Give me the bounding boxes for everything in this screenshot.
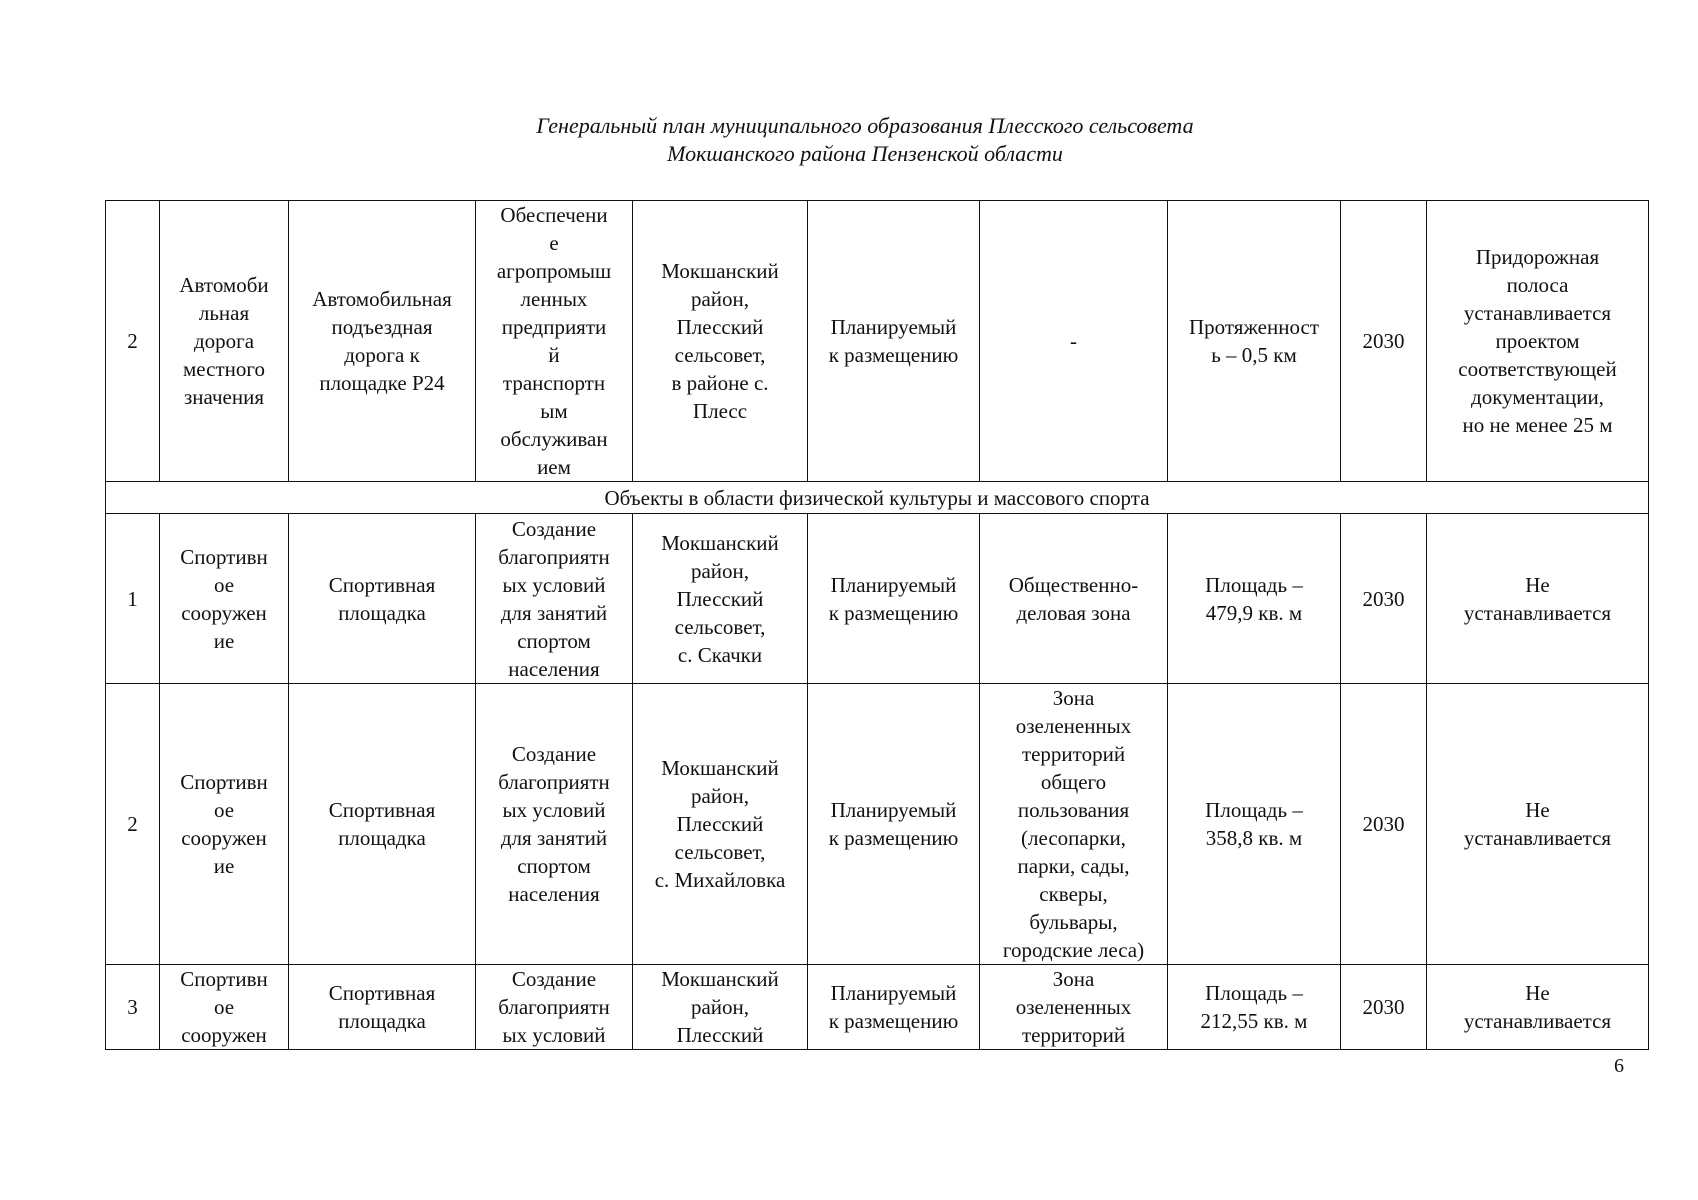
cell-protection-zone: Придорожная полоса устанавливается проектом соответствующей документации, но не менее 25 м — [1427, 201, 1649, 482]
cell-object-type: Автомоби льная дорога местного значения — [160, 201, 289, 482]
cell-characteristic: Площадь – 358,8 кв. м — [1168, 684, 1341, 965]
objects-table — [105, 200, 1649, 1050]
cell-object-name: Спортивная площадка — [289, 965, 476, 1050]
cell-protection-zone: Не устанавливается — [1427, 684, 1649, 965]
cell-purpose: Создание благоприятн ых условий для занятий спортом населения — [476, 514, 633, 684]
cell-zone: - — [980, 201, 1168, 482]
cell-number: 3 — [106, 965, 160, 1050]
cell-number: 2 — [106, 201, 160, 482]
cell-location: Мокшанский район, Плесский сельсовет, с. Михайловка — [633, 684, 808, 965]
cell-location: Мокшанский район, Плесский сельсовет, в районе с. Плесс — [633, 201, 808, 482]
cell-location: Мокшанский район, Плесский сельсовет, с. Скачки — [633, 514, 808, 684]
cell-characteristic: Протяженност ь – 0,5 км — [1168, 201, 1341, 482]
cell-purpose: Создание благоприятн ых условий — [476, 965, 633, 1050]
header-line-2: Мокшанского района Пензенской области — [667, 141, 1063, 166]
cell-characteristic: Площадь – 212,55 кв. м — [1168, 965, 1341, 1050]
cell-object-name: Автомобильная подъездная дорога к площадке Р24 — [289, 201, 476, 482]
table-row — [106, 965, 1649, 1050]
cell-characteristic: Площадь – 479,9 кв. м — [1168, 514, 1341, 684]
table-row — [106, 514, 1649, 684]
cell-zone: Зона озелененных территорий — [980, 965, 1168, 1050]
section-row — [106, 482, 1649, 514]
cell-year: 2030 — [1341, 201, 1427, 482]
cell-zone: Общественно- деловая зона — [980, 514, 1168, 684]
cell-status: Планируемый к размещению — [808, 684, 980, 965]
cell-year: 2030 — [1341, 514, 1427, 684]
page-header — [0, 112, 1698, 168]
cell-purpose: Создание благоприятн ых условий для занятий спортом населения — [476, 684, 633, 965]
cell-object-name: Спортивная площадка — [289, 684, 476, 965]
cell-object-type: Спортивн ое сооружен — [160, 965, 289, 1050]
table-row — [106, 201, 1649, 482]
cell-number: 2 — [106, 684, 160, 965]
page-number: 6 — [1614, 1055, 1624, 1077]
cell-object-name: Спортивная площадка — [289, 514, 476, 684]
cell-status: Планируемый к размещению — [808, 201, 980, 482]
cell-protection-zone: Не устанавливается — [1427, 514, 1649, 684]
cell-number: 1 — [106, 514, 160, 684]
cell-purpose: Обеспечени е агропромыш ленных предприяти й транспортн ым обслуживан ием — [476, 201, 633, 482]
cell-object-type: Спортивн ое сооружен ие — [160, 684, 289, 965]
cell-year: 2030 — [1341, 684, 1427, 965]
cell-location: Мокшанский район, Плесский — [633, 965, 808, 1050]
cell-protection-zone: Не устанавливается — [1427, 965, 1649, 1050]
table-row — [106, 684, 1649, 965]
cell-object-type: Спортивн ое сооружен ие — [160, 514, 289, 684]
cell-status: Планируемый к размещению — [808, 514, 980, 684]
cell-status: Планируемый к размещению — [808, 965, 980, 1050]
cell-zone: Зона озелененных территорий общего пользования (лесопарки, парки, сады, скверы, бульвары, городские леса) — [980, 684, 1168, 965]
cell-year: 2030 — [1341, 965, 1427, 1050]
header-line-1: Генеральный план муниципального образования Плесского сельсовета — [536, 113, 1194, 138]
section-title: Объекты в области физической культуры и массового спорта — [106, 482, 1649, 514]
